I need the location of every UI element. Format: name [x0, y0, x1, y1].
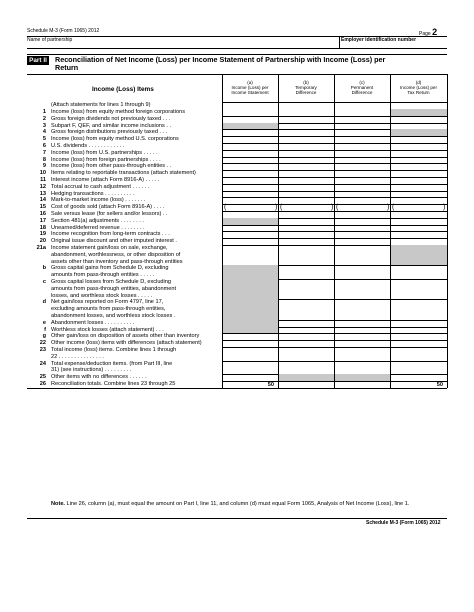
amount-cell-d[interactable]	[390, 123, 447, 130]
line-number: e	[42, 319, 46, 326]
amount-cell-d[interactable]	[390, 340, 447, 347]
line-number: 5	[42, 136, 46, 143]
line-label: Income (loss) from other pass-through entities . .	[51, 163, 172, 170]
paren-close: )	[331, 203, 334, 211]
column-c-header: (c) Permanent Difference	[350, 80, 374, 96]
amount-cell-c[interactable]	[334, 320, 390, 327]
amount-cell-b[interactable]	[278, 347, 334, 361]
line-number: b	[42, 265, 46, 272]
line-label: Gross capital losses from Schedule D, excluding amounts from pass-through entities, abandonment losses, and worthless stock losses . . . . .	[51, 279, 176, 299]
amount-cell-d[interactable]	[390, 374, 447, 381]
amount-cell-a[interactable]	[222, 170, 278, 177]
amount-cell-b[interactable]	[278, 231, 334, 238]
paren-open: (	[336, 203, 339, 211]
amount-cell-b[interactable]	[278, 211, 334, 218]
column-divider	[334, 74, 335, 388]
amount-cell-d[interactable]	[390, 265, 447, 279]
amount-cell-d[interactable]	[390, 163, 447, 170]
amount-cell-d[interactable]	[390, 211, 447, 218]
line-label: Net gain/loss reported on Form 4797, line 17, excluding amounts from pass-through entities, abandonment losses, and worthless stock losses .	[51, 299, 176, 319]
amount-cell-d[interactable]	[390, 184, 447, 191]
shaded-cell	[278, 374, 334, 381]
amount-cell-b[interactable]	[278, 333, 334, 340]
amount-cell-a[interactable]	[222, 116, 278, 123]
line-number: 13	[39, 190, 46, 197]
amount-cell-c[interactable]	[334, 177, 390, 184]
amount-cell-d[interactable]	[390, 191, 447, 198]
amount-cell-b[interactable]	[278, 265, 334, 279]
amount-cell-b[interactable]	[278, 170, 334, 177]
note: Note. Line 26, column (a), must equal the amount on Part I, line 11, and column (d) must equal Form 1065, Analysis of Net Income (Loss), line 1.	[51, 501, 410, 507]
line-label: Hedging transactions . . . . . . . . . .	[51, 190, 135, 197]
amount-cell-c[interactable]	[334, 381, 390, 388]
line-number: 2	[42, 115, 46, 122]
line-label: Total expense/deduction items. (from Part III, line 31) (see instructions) . . . . . . . . .	[51, 360, 173, 374]
line-label: Reconciliation totals. Combine lines 23 through 25	[51, 381, 176, 387]
amount-cell-a[interactable]	[222, 136, 278, 143]
line-label: Items relating to reportable transactions (attach statement)	[51, 170, 196, 177]
amount-cell-b[interactable]	[278, 143, 334, 150]
line-number: 4	[42, 129, 46, 136]
column-divider	[390, 74, 391, 388]
amount-cell-c[interactable]	[334, 170, 390, 177]
line-number: 1	[42, 109, 46, 115]
paren-open: (	[280, 203, 283, 211]
column-b-header: (b) Temporary Difference	[295, 80, 317, 96]
amount-cell-d[interactable]	[390, 197, 447, 204]
shaded-cell	[222, 320, 278, 327]
amount-cell-b[interactable]	[278, 197, 334, 204]
line-label: Income recognition from long-term contracts . . .	[51, 231, 170, 238]
amount-cell-a[interactable]	[222, 184, 278, 191]
amount-cell-b[interactable]	[278, 184, 334, 191]
amount-cell-d[interactable]	[390, 238, 447, 245]
line-label: Sale versus lease (for sellers and/or lessors) . .	[51, 211, 168, 217]
amount-cell-a[interactable]	[222, 129, 278, 136]
amount-cell-b[interactable]	[278, 361, 334, 375]
line-number: 22	[39, 340, 46, 347]
line-number: 26	[39, 381, 46, 387]
ein-label: Employer identification number	[341, 37, 417, 43]
line-label: Total income (loss) items. Combine lines 1 through 22 . . . . . . . . . . . . . . .	[51, 347, 177, 360]
line-number: 15	[39, 204, 46, 211]
line-label: Original issue discount and other imputed interest .	[51, 238, 177, 245]
line-label: Income (loss) from equity method foreign corporations	[51, 109, 185, 115]
line-label: Income statement gain/loss on sale, exchange, abandonment, worthlessness, or other disposition of assets other than inventory and pass-through entities	[51, 245, 183, 265]
total-a: 50	[267, 381, 274, 388]
amount-cell-c[interactable]	[334, 361, 390, 375]
part-title: Reconciliation of Net Income (Loss) per Income Statement of Partnership with Income (Loss) per Return	[55, 55, 386, 73]
amount-cell-d[interactable]	[390, 170, 447, 177]
amount-cell-a[interactable]	[222, 238, 278, 245]
amount-cell-b[interactable]	[278, 245, 334, 265]
amount-cell-a[interactable]	[222, 109, 278, 116]
amount-cell-d[interactable]	[390, 299, 447, 319]
amount-cell-b[interactable]	[278, 381, 334, 388]
amount-cell-b[interactable]	[278, 299, 334, 319]
part-badge: Part II	[27, 56, 49, 65]
shaded-cell	[390, 109, 447, 116]
column-d-header: (d) Income (Loss) per Tax Return	[399, 80, 438, 96]
amount-cell-b[interactable]	[278, 279, 334, 299]
amount-cell-c[interactable]	[334, 347, 390, 361]
shaded-cell	[334, 374, 390, 381]
line-number: 18	[39, 224, 46, 231]
shaded-cell	[222, 299, 278, 319]
amount-cell-d[interactable]	[390, 327, 447, 334]
line-label: Worthless stock losses (attach statement) . . .	[51, 326, 164, 333]
line-number: 16	[39, 211, 46, 217]
amount-cell-c[interactable]	[334, 204, 390, 211]
amount-cell-a[interactable]	[222, 225, 278, 232]
amount-cell-a[interactable]	[222, 340, 278, 347]
line-number: 24	[39, 360, 46, 367]
amount-cell-c[interactable]	[334, 150, 390, 157]
amount-cell-d[interactable]	[390, 143, 447, 150]
amount-cell-a[interactable]	[222, 143, 278, 150]
amount-cell-a[interactable]	[222, 157, 278, 164]
amount-cell-c[interactable]	[334, 197, 390, 204]
line-label: Other gain/loss on disposition of assets other than inventory	[51, 333, 200, 340]
amount-cell-a[interactable]	[222, 204, 278, 211]
amount-cell-b[interactable]	[278, 129, 334, 136]
line-number: 25	[39, 374, 46, 381]
amount-cell-d[interactable]	[390, 177, 447, 184]
amount-cell-a[interactable]	[222, 150, 278, 157]
amount-cell-c[interactable]	[334, 123, 390, 130]
amount-cell-a[interactable]	[222, 177, 278, 184]
amount-cell-c[interactable]	[334, 327, 390, 334]
line-number: 17	[39, 217, 46, 224]
shaded-cell	[390, 129, 447, 136]
amount-cell-d[interactable]	[390, 225, 447, 232]
items-header: Income (Loss) Items	[92, 86, 154, 93]
line-label: Other income (loss) items with differences (attach statement)	[51, 340, 202, 347]
line-label: U.S. dividends . . . . . . . . . . . .	[51, 143, 125, 149]
amount-cell-b[interactable]	[278, 225, 334, 232]
line-label: Income (loss) from foreign partnerships . . . .	[51, 156, 161, 163]
line-label: Income (loss) from U.S. partnerships . . . . .	[51, 149, 158, 156]
amount-cell-c[interactable]	[334, 163, 390, 170]
amount-cell-b[interactable]	[278, 320, 334, 327]
paren-open: (	[224, 203, 227, 211]
amount-cell-a[interactable]	[222, 231, 278, 238]
line-number: 14	[39, 197, 46, 204]
amount-cell-c[interactable]	[334, 279, 390, 299]
partnership-name-label: Name of partnership	[27, 37, 73, 43]
amount-cell-c[interactable]	[334, 299, 390, 319]
amount-cell-c[interactable]	[334, 211, 390, 218]
line-label: Cost of goods sold (attach Form 8916-A) . . . .	[51, 204, 165, 211]
page-label: Page 2	[419, 27, 438, 37]
amount-cell-a[interactable]	[222, 374, 278, 381]
amount-cell-d[interactable]	[390, 218, 447, 225]
shaded-cell	[222, 327, 278, 334]
line-label: Gross capital gains from Schedule D, excluding amounts from pass-through entities . . . . .	[51, 265, 169, 279]
total-d: 50	[436, 381, 443, 388]
amount-cell-c[interactable]	[334, 245, 390, 265]
paren-close: )	[443, 203, 446, 211]
amount-cell-b[interactable]	[278, 136, 334, 143]
amount-cell-c[interactable]	[334, 191, 390, 198]
line-number: 10	[39, 170, 46, 177]
line-label: Section 481(a) adjustments . . . . . . . .	[51, 217, 144, 224]
amount-cell-c[interactable]	[334, 340, 390, 347]
amount-cell-b[interactable]	[278, 340, 334, 347]
line-number: 20	[39, 238, 46, 245]
line-label: Other items with no differences . . . . . .	[51, 374, 147, 381]
amount-cell-c[interactable]	[334, 238, 390, 245]
amount-cell-b[interactable]	[278, 109, 334, 116]
amount-cell-c[interactable]	[334, 129, 390, 136]
amount-cell-c[interactable]	[334, 157, 390, 164]
column-a-header: (a) Income (Loss) per Income Statement	[231, 80, 269, 96]
amount-cell-d[interactable]	[390, 347, 447, 361]
amount-cell-a[interactable]	[222, 191, 278, 198]
line-number: 9	[42, 163, 46, 170]
shaded-cell	[222, 265, 278, 279]
line-number: c	[42, 279, 46, 285]
amount-cell-d[interactable]	[390, 231, 447, 238]
amount-cell-b[interactable]	[278, 191, 334, 198]
amount-cell-d[interactable]	[390, 157, 447, 164]
shaded-cell	[222, 123, 278, 130]
line-number: f	[44, 326, 46, 333]
amount-cell-b[interactable]	[278, 204, 334, 211]
line-label: Mark-to-market income (loss) . . . . . . .	[51, 197, 146, 204]
amount-cell-a[interactable]	[222, 211, 278, 218]
shaded-cell	[390, 245, 447, 265]
amount-cell-a[interactable]	[222, 245, 278, 265]
line-label: Subpart F, QEF, and similar income inclusions . .	[51, 122, 172, 129]
amount-cell-b[interactable]	[278, 327, 334, 334]
amount-cell-b[interactable]	[278, 177, 334, 184]
amount-cell-a[interactable]	[222, 197, 278, 204]
amount-cell-c[interactable]	[334, 231, 390, 238]
amount-cell-c[interactable]	[334, 109, 390, 116]
amount-cell-b[interactable]	[278, 116, 334, 123]
amount-cell-d[interactable]	[390, 150, 447, 157]
amount-cell-c[interactable]	[334, 136, 390, 143]
amount-cell-c[interactable]	[334, 225, 390, 232]
line-label: Abandonment losses . . . . . . . . . .	[51, 319, 135, 326]
line-label: Gross foreign dividends not previously taxed . . .	[51, 115, 171, 122]
column-divider	[222, 74, 223, 388]
amount-cell-d[interactable]	[390, 333, 447, 340]
amount-cell-c[interactable]	[334, 333, 390, 340]
amount-cell-d[interactable]	[390, 361, 447, 375]
amount-cell-b[interactable]	[278, 150, 334, 157]
paren-close: )	[387, 203, 390, 211]
paren-open: (	[392, 203, 395, 211]
amount-cell-a[interactable]	[222, 347, 278, 361]
line-label: Unearned/deferred revenue . . . . . . . .	[51, 224, 145, 231]
line-number: 23	[39, 347, 46, 353]
line-number: 7	[42, 149, 46, 156]
line-number: 11	[40, 177, 46, 183]
footer-form-id: Schedule M-3 (Form 1065) 2012	[366, 520, 441, 526]
column-divider	[278, 74, 279, 388]
line-label: Income (loss) from equity method U.S. corporations	[51, 136, 179, 143]
amount-cell-d[interactable]	[390, 116, 447, 123]
line-number: g	[42, 333, 46, 340]
amount-cell-b[interactable]	[278, 157, 334, 164]
line-number: 12	[39, 183, 46, 190]
line-number: 21a	[36, 245, 46, 251]
amount-cell-d[interactable]	[390, 279, 447, 299]
line-number: 6	[42, 143, 46, 149]
amount-cell-b[interactable]	[278, 123, 334, 130]
paren-close: )	[275, 203, 278, 211]
amount-cell-b[interactable]	[278, 163, 334, 170]
amount-cell-a[interactable]	[222, 333, 278, 340]
amount-cell-d[interactable]	[390, 320, 447, 327]
amount-cell-c[interactable]	[334, 184, 390, 191]
line-label: Total accrual to cash adjustment . . . . . .	[51, 183, 150, 190]
amount-cell-d[interactable]	[390, 204, 447, 211]
attach-note: (Attach statements for lines 1 through 9)	[51, 102, 151, 108]
amount-cell-b[interactable]	[278, 238, 334, 245]
page-number: 2	[432, 27, 438, 37]
form-id: Schedule M-3 (Form 1065) 2012	[27, 28, 100, 34]
amount-cell-d[interactable]	[390, 136, 447, 143]
amount-cell-c[interactable]	[334, 218, 390, 225]
line-number: 8	[42, 156, 46, 163]
amount-cell-c[interactable]	[334, 116, 390, 123]
shaded-cell	[222, 279, 278, 299]
amount-cell-a[interactable]	[222, 163, 278, 170]
line-label: Gross foreign distributions previously taxed . . .	[51, 129, 168, 136]
line-number: 3	[42, 122, 46, 129]
amount-cell-c[interactable]	[334, 143, 390, 150]
line-number: 19	[39, 231, 46, 238]
column-divider	[447, 74, 448, 388]
amount-cell-b[interactable]	[278, 218, 334, 225]
amount-cell-c[interactable]	[334, 265, 390, 279]
amount-cell-a[interactable]	[222, 361, 278, 375]
shaded-cell	[222, 218, 278, 225]
line-number: d	[42, 299, 46, 306]
line-label: Interest income (attach Form 8916-A) . . . . .	[51, 177, 160, 183]
